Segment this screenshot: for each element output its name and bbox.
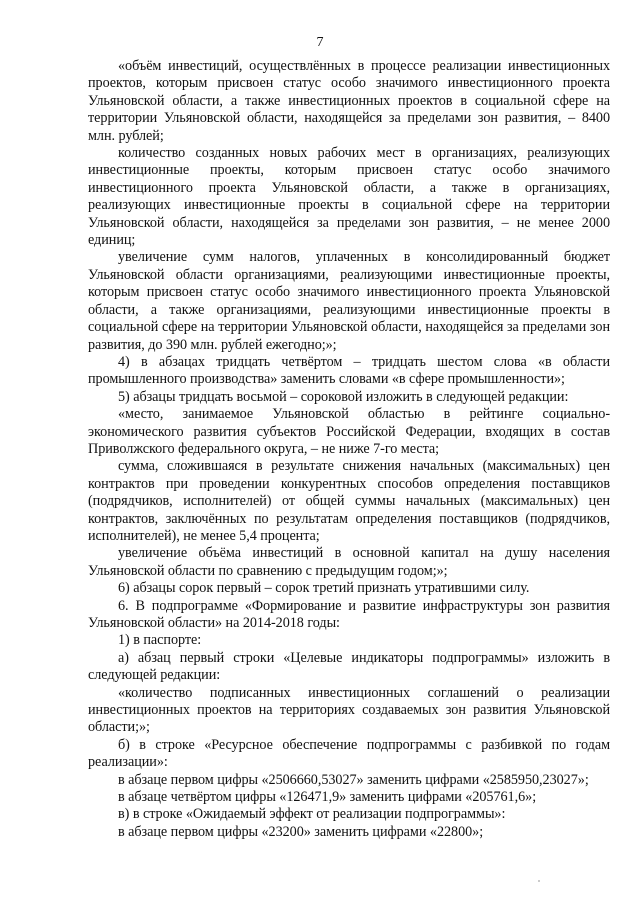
scan-speck <box>538 880 540 882</box>
paragraph: в) в строке «Ожидаемый эффект от реализации подпрограммы»: <box>118 806 506 823</box>
paragraph: в абзаце первом цифры «23200» заменить цифрами «22800»; <box>118 823 484 840</box>
document-body <box>88 58 610 841</box>
paragraph: в абзаце четвёртом цифры «126471,9» заменить цифрами «205761,6»; <box>118 789 537 806</box>
paragraph: 5) абзацы тридцать восьмой – сороковой изложить в следующей редакции: <box>118 388 569 405</box>
paragraph: сумма, сложившаяся в результате снижения начальных (максимальных) цен контрактов при проведении конкурентных способов определения поставщиков (подрядчиков, исполнителей) от общей суммы начальных (максимальных) цен контрактов, заключённых по результатам определения поставщиков (подрядчиков, исполнителей), не менее 5,4 процента; <box>88 458 610 544</box>
paragraph: 6) абзацы сорок первый – сорок третий признать утратившими силу. <box>118 580 530 597</box>
paragraph: количество созданных новых рабочих мест в организациях, реализующих инвестиционные проекты, которым присвоен статус особо значимого инвестиционного проекта Ульяновской области, а также в организациях, реализующих инвестиционные проекты в социальной сфере на территории Ульяновской области, находящейся за пределами зон развития, – не менее 2000 единиц; <box>88 145 610 249</box>
paragraph: 6. В подпрограмме «Формирование и развитие инфраструктуры зон развития Ульяновской области» на 2014-2018 годы: <box>88 597 610 631</box>
paragraph: а) абзац первый строки «Целевые индикаторы подпрограммы» изложить в следующей редакции: <box>88 649 610 684</box>
paragraph: б) в строке «Ресурсное обеспечение подпрограммы с разбивкой по годам реализации»: <box>88 736 610 771</box>
paragraph: в абзаце первом цифры «2506660,53027» заменить цифрами «2585950,23027»; <box>118 771 589 788</box>
paragraph: 4) в абзацах тридцать четвёртом – тридцать шестом слова «в области промышленного производства» заменить словами «в сфере промышленности»; <box>88 353 610 388</box>
paragraph: «объём инвестиций, осуществлённых в процессе реализации инвестиционных проектов, которым присвоен статус особо значимого инвестиционного проекта Ульяновской области, а также инвестиционных проектов в социальной сфере на территории Ульяновской области, находящейся за пределами зон развития, – 8400 млн. рублей; <box>88 58 610 144</box>
paragraph: «место, занимаемое Ульяновской областью в рейтинге социально-экономического развития субъектов Российской Федерации, входящих в состав Приволжского федерального округа, – не ниже 7-го места; <box>88 406 610 457</box>
paragraph: 1) в паспорте: <box>118 632 202 649</box>
paragraph: увеличение сумм налогов, уплаченных в консолидированный бюджет Ульяновской области организациями, реализующими инвестиционные проекты, которым присвоен статус особо значимого инвестиционного проекта Ульяновской области, а также организациями, реализующими инвестиционные проекты в социальной сфере на территории Ульяновской области, находящейся за пределами зон развития, до 390 млн. рублей ежегодно;»; <box>88 249 610 353</box>
paragraph: увеличение объёма инвестиций в основной капитал на душу населения Ульяновской области по сравнению с предыдущим годом;»; <box>88 545 610 579</box>
paragraph: «количество подписанных инвестиционных соглашений о реализации инвестиционных проектов на территориях создаваемых зон развития Ульяновской области;»; <box>88 684 610 736</box>
page-number: 7 <box>316 35 324 50</box>
